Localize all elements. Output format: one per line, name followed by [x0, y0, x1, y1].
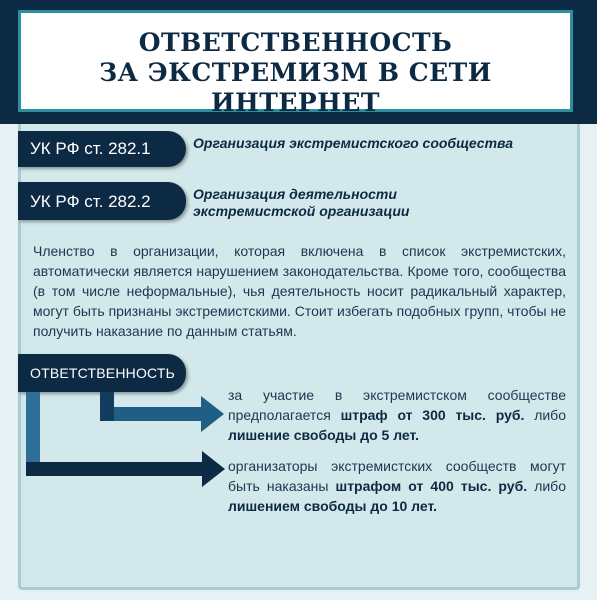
- article-code: УК РФ ст. 282.1: [30, 139, 151, 158]
- arrow-1: [100, 392, 224, 432]
- title-line-2: ЗА ЭКСТРЕМИЗМ В СЕТИ ИНТЕРНЕТ: [99, 58, 492, 117]
- title-line-1: ОТВЕТСТВЕННОСТЬ: [138, 28, 453, 57]
- penalty-prison: лишением свободы до 10 лет.: [228, 498, 437, 514]
- penalty-fine: штрафом от 400 тыс. руб.: [335, 478, 528, 494]
- info-paragraph: Членство в организации, которая включена в список экстремистских, автоматически является нарушением законодательства. Кроме того, сообщества (в том числе неформальные), чья деятельность носит радикальный характер, могут быть признаны экстремистскими. Стоит избегать подобных групп, чтобы не получить наказание по данным статьям.: [33, 243, 566, 339]
- penalty-text: либо: [527, 478, 566, 494]
- penalty-fine: штраф от 300 тыс. руб.: [340, 407, 525, 423]
- arrow-1-shade: [100, 392, 114, 421]
- arrow-2: [26, 392, 225, 487]
- article-description: Организация экстремистского сообщества: [193, 135, 514, 151]
- penalty-participation: [228, 385, 566, 445]
- penalty-organizers: [228, 456, 566, 516]
- responsibility-label: ОТВЕТСТВЕННОСТЬ: [30, 365, 176, 381]
- penalty-prison: лишение свободы до 5 лет.: [228, 427, 420, 443]
- arrow-2-highlight: [26, 392, 40, 462]
- penalty-text: за участие в экстремистском сообществе предполагается: [228, 387, 566, 423]
- penalty-text: организаторы экстремистских сообществ могут быть наказаны: [228, 458, 566, 494]
- article-description: Организация деятельности экстремистской организации: [193, 186, 410, 219]
- article-code: УК РФ ст. 282.2: [30, 192, 151, 211]
- penalty-text: либо: [524, 407, 566, 423]
